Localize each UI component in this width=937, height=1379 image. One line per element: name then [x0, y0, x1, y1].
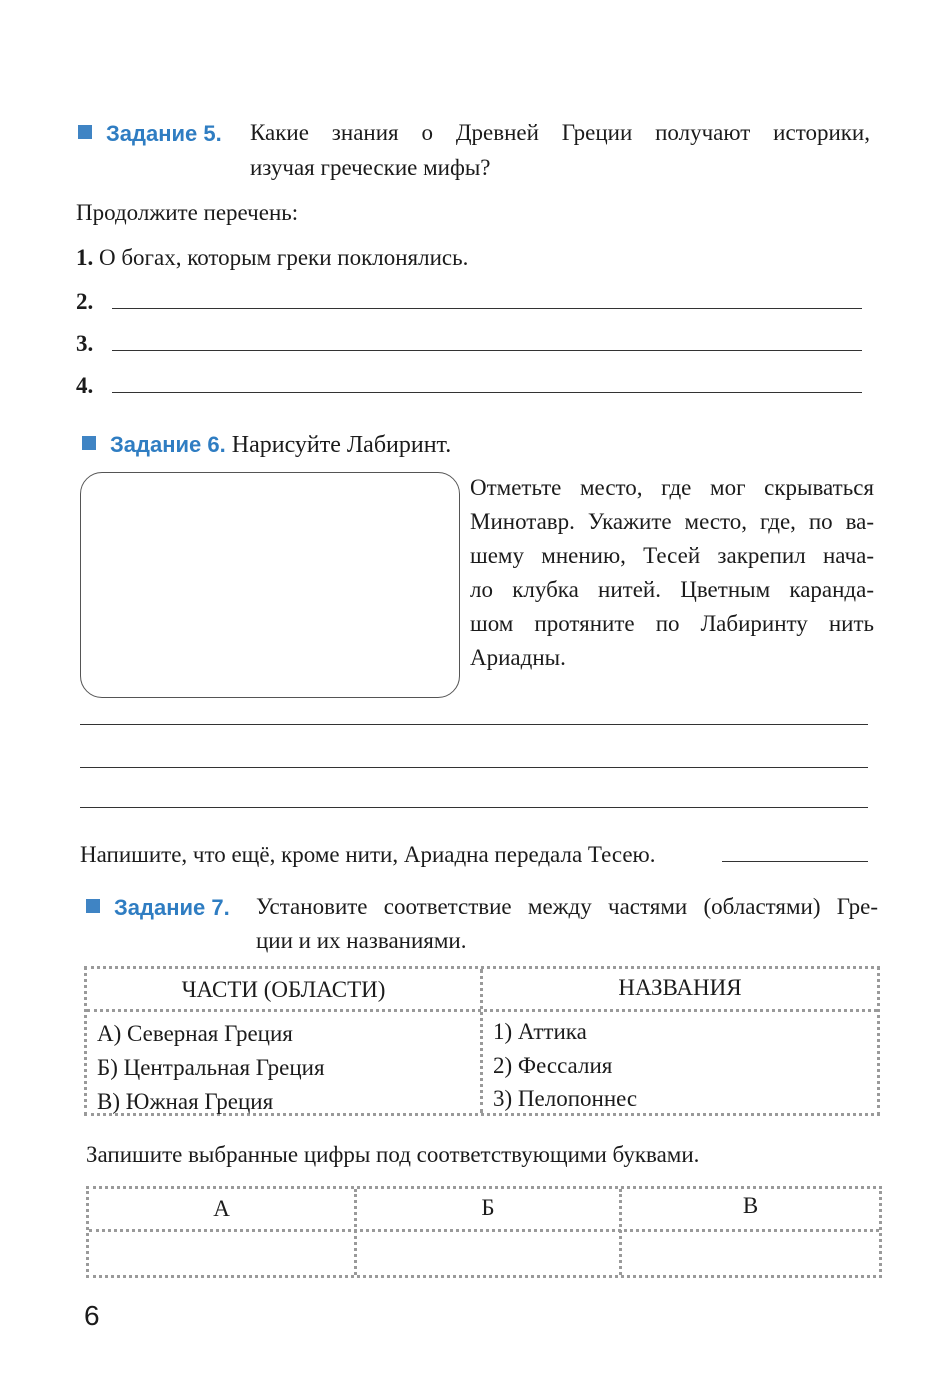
answer-line-3[interactable] [112, 350, 862, 351]
task5-instruction: Продолжите перечень: [76, 200, 299, 225]
table-header-names: НАЗВАНИЯ [618, 975, 742, 1000]
answer-cell-v[interactable] [622, 1232, 879, 1278]
task6-desc-line4: ло клубка нитей. Цветным каранда- [470, 577, 874, 602]
answer-line-6a[interactable] [80, 724, 868, 725]
task6-desc-line3: шему мнению, Тесей закрепил нача- [470, 543, 874, 568]
part-item: А) Северная Греция [97, 1021, 293, 1046]
item-text: О богах, которым греки поклонялись. [99, 245, 469, 270]
answer-line-6b[interactable] [80, 767, 868, 768]
task5-item-2-number: 2. [76, 289, 94, 314]
task5-question-line2: изучая греческие мифы? [250, 155, 491, 180]
task7-question-line2: ции и их названиями. [256, 928, 467, 953]
task7-heading [86, 891, 230, 925]
part-item: В) Южная Греция [97, 1089, 274, 1114]
task5-item-4-number: 4. [76, 373, 94, 398]
task5-item-3-number: 3. [76, 331, 94, 356]
square-bullet-icon [86, 899, 100, 913]
task6-label: Задание 6. [110, 432, 226, 457]
answer-cell-b[interactable] [357, 1232, 619, 1278]
name-item: 3) Пелопоннес [493, 1086, 638, 1111]
task6-desc-line1: Отметьте место, где мог скрываться [470, 475, 874, 500]
task7-question-line1: Установите соответствие между частями (областями) Гре- [256, 894, 878, 919]
answer-table [86, 1186, 882, 1278]
answer-header-v: В [742, 1193, 759, 1218]
task7-label: Задание 7. [114, 895, 230, 920]
task5-item-1 [76, 241, 468, 275]
task6-title: Нарисуйте Лабиринт. [231, 432, 452, 458]
answer-header-b: Б [481, 1195, 495, 1220]
table-header-parts: ЧАСТИ (ОБЛАСТИ) [181, 977, 386, 1002]
answer-cell-a[interactable] [89, 1232, 354, 1278]
matching-table [84, 966, 880, 1116]
answer-line-4[interactable] [112, 392, 862, 393]
part-item: Б) Центральная Греция [97, 1055, 325, 1080]
name-item: 2) Фессалия [493, 1053, 613, 1078]
task5-question-line1: Какие знания о Древней Греции получают историки, [250, 120, 870, 145]
task6-desc-line6: Ариадны. [470, 645, 566, 670]
square-bullet-icon [82, 436, 96, 450]
square-bullet-icon [78, 125, 92, 139]
item-number: 1. [76, 245, 94, 270]
task6-question: Напишите, что ещё, кроме нити, Ариадна передала Тесею. [80, 842, 656, 867]
task6-desc-line5: шом протяните по Лабиринту нить [470, 611, 874, 636]
task5-label: Задание 5. [106, 121, 222, 146]
task6-heading [82, 428, 451, 462]
labyrinth-drawing-box[interactable] [80, 472, 460, 698]
answer-line-6-gift[interactable] [722, 861, 868, 862]
answer-header-a: А [213, 1196, 230, 1221]
header-divider [87, 1009, 877, 1012]
name-item: 1) Аттика [493, 1019, 587, 1044]
page-number: 6 [84, 1300, 100, 1331]
answer-line-6c[interactable] [80, 807, 868, 808]
task6-desc-line2: Минотавр. Укажите место, где, по ва- [470, 509, 874, 534]
answer-line-2[interactable] [112, 308, 862, 309]
task7-answer-instruction: Запишите выбранные цифры под соответствующими буквами. [86, 1142, 700, 1167]
